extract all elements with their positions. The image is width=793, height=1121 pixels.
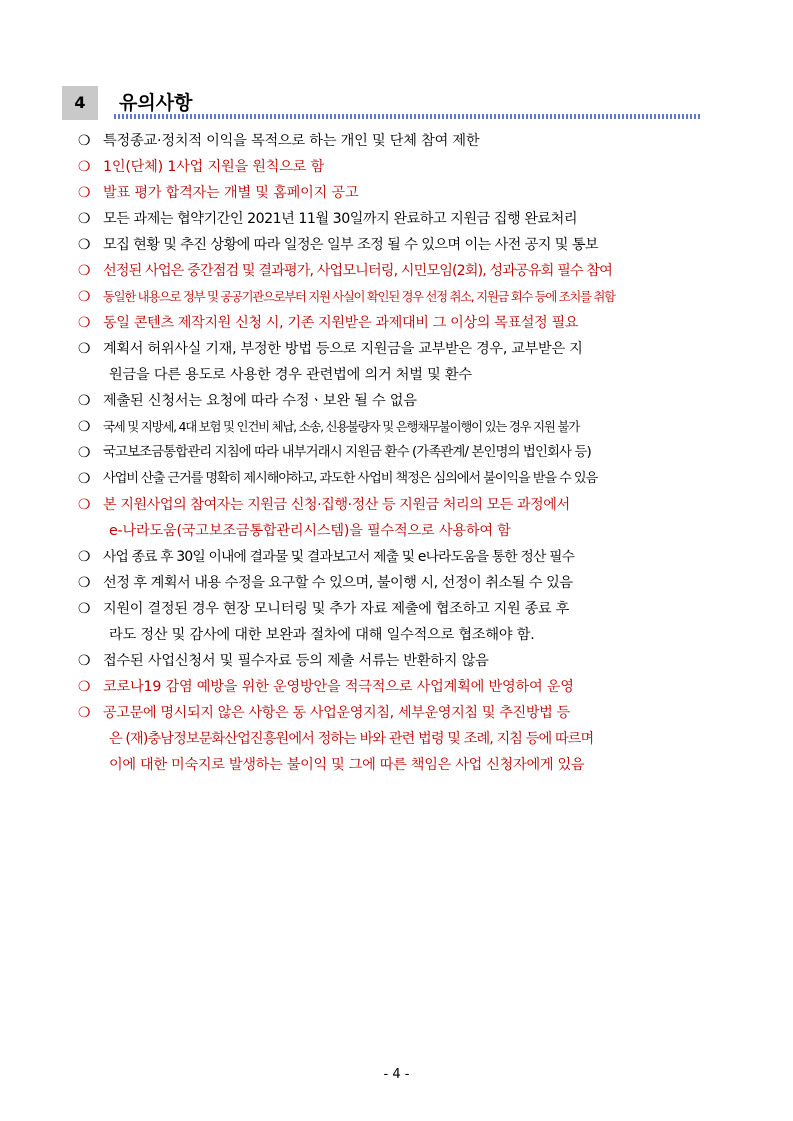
circle-bullet-icon: ❍ — [78, 705, 91, 721]
list-item-text: 1인(단체) 1사업 지원을 원칙으로 함 — [103, 159, 325, 175]
list-item — [78, 544, 738, 570]
circle-bullet-icon: ❍ — [78, 393, 91, 409]
list-item-text: 선정 후 계획서 내용 수정을 요구할 수 있으며, 불이행 시, 선정이 취소될 수 있음 — [103, 575, 573, 591]
circle-bullet-icon: ❍ — [78, 497, 91, 513]
list-item — [78, 206, 738, 232]
list-item-text-continued: 이에 대한 미숙지로 발생하는 불이익 및 그에 따른 책임은 사업 신청자에게 있음 — [109, 757, 585, 773]
circle-bullet-icon: ❍ — [78, 471, 91, 487]
list-item — [78, 284, 738, 310]
circle-bullet-icon: ❍ — [78, 185, 91, 201]
list-item — [78, 700, 738, 778]
list-item — [78, 154, 738, 180]
section-underline — [114, 114, 702, 119]
list-item — [78, 336, 738, 388]
list-item-text: 동일 콘텐츠 제작지원 신청 시, 기존 지원받은 과제대비 그 이상의 목표설정 필요 — [103, 315, 579, 331]
list-item-text: 접수된 사업신청서 및 필수자료 등의 제출 서류는 반환하지 않음 — [103, 653, 489, 669]
circle-bullet-icon: ❍ — [78, 653, 91, 669]
circle-bullet-icon: ❍ — [78, 341, 91, 357]
list-item — [78, 674, 738, 700]
list-item-text: 계획서 허위사실 기재, 부정한 방법 등으로 지원금을 교부받은 경우, 교부받은 지 — [103, 341, 583, 357]
circle-bullet-icon: ❍ — [78, 445, 91, 461]
circle-bullet-icon: ❍ — [78, 315, 91, 331]
list-item-text: 발표 평가 합격자는 개별 및 홈페이지 공고 — [103, 185, 359, 201]
section-number: 4 — [62, 86, 98, 120]
section-header — [62, 86, 704, 120]
list-item-text: 국고보조금통합관리 지침에 따라 내부거래시 지원금 환수 (가족관계/ 본인명의 법인회사 등) — [103, 445, 591, 460]
list-item-text: 동일한 내용으로 정부 및 공공기관으로부터 지원 사실이 확인된 경우 선정 취소, 지원금 회수 등에 조치를 취함 — [103, 289, 615, 304]
list-item — [78, 596, 738, 648]
list-item-text: 모집 현황 및 추진 상황에 따라 일정은 일부 조정 될 수 있으며 이는 사전 공지 및 통보 — [103, 237, 599, 253]
list-item-text: 공고문에 명시되지 않은 사항은 동 사업운영지침, 세부운영지침 및 추진방법 등 — [103, 705, 570, 721]
list-item-text: 특정종교·정치적 이익을 목적으로 하는 개인 및 단체 참여 제한 — [103, 133, 480, 149]
circle-bullet-icon: ❍ — [78, 575, 91, 591]
list-item — [78, 570, 738, 596]
circle-bullet-icon: ❍ — [78, 549, 91, 565]
circle-bullet-icon: ❍ — [78, 419, 91, 435]
list-item-text: 코로나19 감염 예방을 위한 운영방안을 적극적으로 사업계획에 반영하여 운영 — [103, 679, 574, 695]
circle-bullet-icon: ❍ — [78, 601, 91, 617]
list-item-text: 본 지원사업의 참여자는 지원금 신청·집행·정산 등 지원금 처리의 모든 과정에서 — [103, 497, 570, 513]
circle-bullet-icon: ❍ — [78, 263, 91, 279]
circle-bullet-icon: ❍ — [78, 237, 91, 253]
list-item — [78, 128, 738, 154]
list-item-text-continued: 은 (재)충남정보문화산업진흥원에서 정하는 바와 관련 법령 및 조례, 지침 등에 따르며 — [109, 731, 594, 747]
list-item-text-continued: 원금을 다른 용도로 사용한 경우 관련법에 의거 처벌 및 환수 — [109, 367, 472, 383]
list-item-text: 사업 종료 후 30일 이내에 결과물 및 결과보고서 제출 및 e나라도움을 통한 정산 필수 — [103, 549, 575, 565]
list-item — [78, 258, 738, 284]
list-item-text: 지원이 결정된 경우 현장 모니터링 및 추가 자료 제출에 협조하고 지원 종료 후 — [103, 601, 570, 617]
list-item-text: 사업비 산출 근거를 명확히 제시해야하고, 과도한 사업비 책정은 심의에서 불이익을 받을 수 있음 — [103, 471, 598, 486]
list-item — [78, 180, 738, 206]
circle-bullet-icon: ❍ — [78, 159, 91, 175]
list-item-text: 제출된 신청서는 요청에 따라 수정ㆍ보완 될 수 없음 — [103, 393, 417, 409]
section-title: 유의사항 — [119, 92, 193, 114]
list-item — [78, 492, 738, 544]
page-number: - 4 - — [383, 1067, 410, 1082]
list-item-text: 선정된 사업은 중간점검 및 결과평가, 사업모니터링, 시민모임(2회), 성과공유회 필수 참여 — [103, 263, 612, 279]
list-item — [78, 414, 738, 440]
list-item — [78, 440, 738, 466]
circle-bullet-icon: ❍ — [78, 133, 91, 149]
list-item — [78, 388, 738, 414]
list-item — [78, 232, 738, 258]
notice-list — [78, 128, 738, 778]
list-item-text-continued: e-나라도움(국고보조금통합관리시스템)을 필수적으로 사용하여 함 — [109, 523, 511, 539]
list-item-text-continued: 라도 정산 및 감사에 대한 보완과 절차에 대해 일수적으로 협조해야 함. — [109, 627, 535, 643]
circle-bullet-icon: ❍ — [78, 679, 91, 695]
list-item — [78, 310, 738, 336]
list-item-text: 국세 및 지방세, 4대 보험 및 인건비 체납, 소송, 신용불량자 및 은행채무불이행이 있는 경우 지원 불가 — [103, 419, 579, 434]
circle-bullet-icon: ❍ — [78, 289, 91, 305]
list-item — [78, 466, 738, 492]
circle-bullet-icon: ❍ — [78, 211, 91, 227]
list-item — [78, 648, 738, 674]
list-item-text: 모든 과제는 협약기간인 2021년 11월 30일까지 완료하고 지원금 집행 완료처리 — [103, 211, 578, 227]
